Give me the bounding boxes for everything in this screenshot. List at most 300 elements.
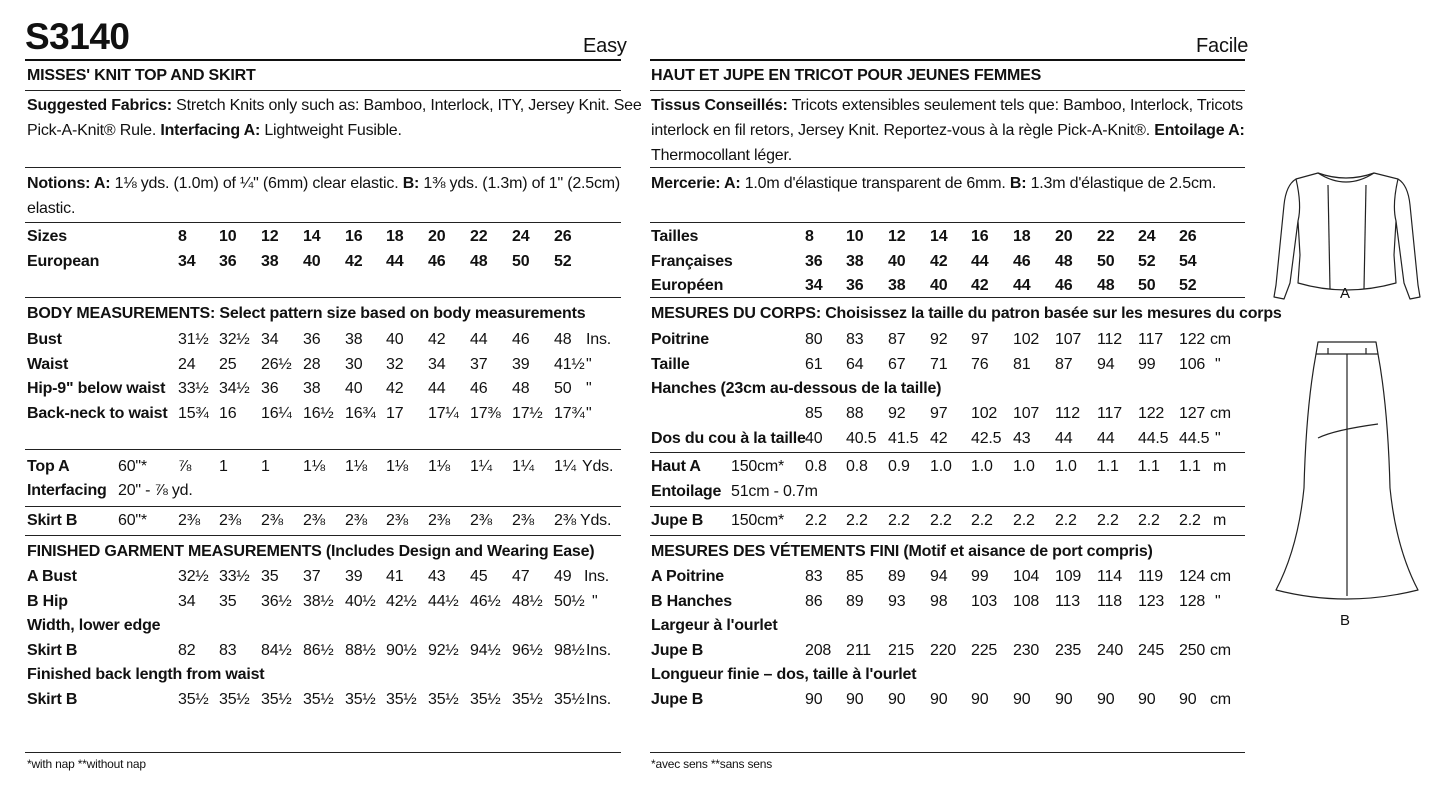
hanches-value: 85 — [805, 405, 823, 422]
body-measure-unit: " — [586, 380, 592, 397]
mesures-vetements-header — [651, 543, 1153, 561]
divider — [25, 752, 621, 753]
finished-length-value: 35½ — [261, 691, 292, 708]
fin-hanches-unit: " — [1215, 593, 1221, 610]
top-a-yardage-value: 1⅛ — [386, 458, 408, 475]
top-a-yardage-value: ⅞ — [178, 458, 192, 475]
difficulty-level: Easy — [583, 35, 627, 57]
francaise-size-value: 40 — [888, 253, 906, 270]
finished-bust-value: 45 — [470, 568, 488, 585]
finished-bust-value: 47 — [512, 568, 530, 585]
fabrics-label: Suggested Fabrics: — [27, 97, 172, 114]
hanches-value: 117 — [1097, 405, 1122, 422]
suggested-fabrics-cont — [27, 122, 402, 140]
finished-hip-value: 46½ — [470, 593, 501, 610]
jupe-b-metrage-value: 2.2 — [888, 512, 910, 529]
francaise-size-value: 42 — [930, 253, 948, 270]
fin-longueur-value: 90 — [846, 691, 864, 708]
body-measure-unit: Ins. — [586, 331, 611, 348]
body-measure-value: 34 — [428, 356, 446, 373]
dos-value: 40.5 — [846, 430, 877, 447]
taille-value: 106 — [1179, 356, 1206, 373]
fin-poitrine-value: 89 — [888, 568, 906, 585]
body-measure-value: 36 — [303, 331, 321, 348]
divider — [650, 506, 1245, 507]
finished-width-value: 86½ — [303, 642, 334, 659]
body-measure-value: 42 — [386, 380, 404, 397]
interfacing-label: Interfacing A: — [160, 122, 261, 139]
europeen-size-value: 52 — [1179, 277, 1197, 294]
taille-value: 76 — [971, 356, 989, 373]
finished-hip-value: 38½ — [303, 593, 334, 610]
fin-hanches-value: 118 — [1097, 593, 1122, 610]
body-measure-value: 31½ — [178, 331, 209, 348]
jupe-b-metrage-value: 2.2 — [1097, 512, 1119, 529]
fin-poitrine-value: 85 — [846, 568, 864, 585]
body-measure-value: 48 — [512, 380, 530, 397]
body-measure-value: 36 — [261, 380, 279, 397]
fin-poitrine-value: 83 — [805, 568, 823, 585]
haut-a-metrage-value: 1.0 — [930, 458, 952, 475]
pattern-number: S3140 — [25, 16, 130, 57]
hanches-value: 107 — [1013, 405, 1040, 422]
body-measure-value: 33½ — [178, 380, 209, 397]
divider — [650, 90, 1245, 91]
body-measure-value: 46 — [512, 331, 530, 348]
fin-longueur-value: 90 — [971, 691, 989, 708]
hanches-unit: cm — [1210, 405, 1231, 422]
finished-length-value: 35½ — [470, 691, 501, 708]
europeen-size-value: 42 — [971, 277, 989, 294]
divider — [25, 222, 621, 223]
fin-longueur-value: 90 — [1013, 691, 1031, 708]
finished-width-unit: Ins. — [586, 642, 611, 659]
fin-poitrine-unit: cm — [1210, 568, 1231, 585]
francaise-size-value: 52 — [1138, 253, 1156, 270]
finished-hip-value: 42½ — [386, 593, 417, 610]
hanches-value: 127 — [1179, 405, 1206, 422]
body-measure-value: 38 — [345, 331, 363, 348]
fin-longueur-unit: cm — [1210, 691, 1231, 708]
fin-longueur-label: Jupe B — [651, 691, 704, 708]
hanches-value: 88 — [846, 405, 864, 422]
finished-width-value: 88½ — [345, 642, 376, 659]
finished-width-value: 84½ — [261, 642, 292, 659]
fin-hanches-value: 89 — [846, 593, 864, 610]
body-measure-unit: " — [586, 356, 592, 373]
fin-largeur-value: 250 — [1179, 642, 1206, 659]
skirt-b-illustration — [1268, 338, 1428, 608]
interfacing-row-label: Interfacing — [27, 482, 107, 499]
haut-a-metrage-value: 1.1 — [1097, 458, 1119, 475]
europeen-size-value: 38 — [888, 277, 906, 294]
fabrics-label-fr: Tissus Conseillés: — [651, 97, 788, 114]
finished-length-unit: Ins. — [586, 691, 611, 708]
taille-value: 71 — [930, 356, 948, 373]
poitrine-value: 92 — [930, 331, 948, 348]
top-a-yardage-value: 1¼ — [470, 458, 492, 475]
dos-value: 41.5 — [888, 430, 919, 447]
size-value: 22 — [470, 228, 488, 245]
poitrine-value: 80 — [805, 331, 823, 348]
europeen-size-value: 48 — [1097, 277, 1115, 294]
finished-hip-value: 48½ — [512, 593, 543, 610]
taille-value: 87 — [1055, 356, 1073, 373]
taille-size-value: 16 — [971, 228, 989, 245]
size-value: 16 — [345, 228, 363, 245]
difficulty-level-fr: Facile — [1196, 35, 1249, 57]
francaise-size-value: 38 — [846, 253, 864, 270]
body-measure-value: 26½ — [261, 356, 292, 373]
finished-width-value: 82 — [178, 642, 196, 659]
finished-hip-label: B Hip — [27, 593, 68, 610]
taille-size-value: 26 — [1179, 228, 1197, 245]
body-measure-value: 16 — [219, 405, 237, 422]
haut-a-metrage-value: 0.8 — [846, 458, 868, 475]
fin-largeur-value: 215 — [888, 642, 915, 659]
fin-hanches-value: 113 — [1055, 593, 1080, 610]
haut-a-metrage-value: 0.9 — [888, 458, 910, 475]
fin-largeur-value: 245 — [1138, 642, 1165, 659]
back-length-label: Finished back length from waist — [27, 666, 265, 683]
europeen-size-value: 34 — [805, 277, 823, 294]
skirt-b-yardage-value: 2⅜ — [261, 512, 283, 529]
finished-length-value: 35½ — [428, 691, 459, 708]
skirt-b-yardage-unit: Yds. — [580, 512, 612, 529]
poitrine-value: 83 — [846, 331, 864, 348]
size-value: 26 — [554, 228, 572, 245]
fabrics-text-fr: Tricots extensibles seulement tels que: Bamboo, Interlock, Tricots — [787, 97, 1243, 114]
haut-a-metrage-unit: m — [1213, 458, 1227, 475]
haut-a-metrage-value: 1.0 — [971, 458, 993, 475]
haut-a-metrage-value: 1.0 — [1013, 458, 1035, 475]
europeen-size-value: 50 — [1138, 277, 1156, 294]
fin-hanches-value: 108 — [1013, 593, 1040, 610]
finished-hip-value: 40½ — [345, 593, 376, 610]
body-measure-value: 42 — [428, 331, 446, 348]
europeen-label: Européen — [651, 277, 724, 294]
european-label: European — [27, 253, 100, 270]
fabrics-text: Stretch Knits only such as: Bamboo, Interlock, ITY, Jersey Knit. See — [171, 97, 642, 114]
fin-largeur-value: 235 — [1055, 642, 1082, 659]
taille-size-value: 8 — [805, 228, 814, 245]
top-a-yardage-value: 1⅛ — [345, 458, 367, 475]
body-measure-value: 50 — [554, 380, 572, 397]
divider — [25, 59, 621, 61]
skirt-b-yardage-value: 2⅜ — [428, 512, 450, 529]
divider — [25, 506, 621, 507]
francaise-size-value: 44 — [971, 253, 989, 270]
body-row-label: Back-neck to waist — [27, 405, 168, 422]
taille-size-value: 12 — [888, 228, 906, 245]
fin-largeur-value: 208 — [805, 642, 832, 659]
european-size-value: 36 — [219, 253, 237, 270]
dos-value: 44 — [1055, 430, 1073, 447]
notions-b-label: B: — [402, 175, 420, 192]
finished-hip-value: 36½ — [261, 593, 292, 610]
body-row-label: Bust — [27, 331, 62, 348]
european-size-value: 46 — [428, 253, 446, 270]
francaise-size-value: 50 — [1097, 253, 1115, 270]
illustration-label-a: A — [1340, 285, 1351, 302]
finished-width-value: 96½ — [512, 642, 543, 659]
body-measure-value: 40 — [386, 331, 404, 348]
finished-bust-value: 43 — [428, 568, 446, 585]
finished-length-value: 35½ — [345, 691, 376, 708]
mesures-corps-header: MESURES DU CORPS: Choisissez la taille du patron basée sur les mesures du corps — [651, 305, 1282, 322]
body-measure-value: 17½ — [512, 405, 543, 422]
body-measure-value: 41½ — [554, 356, 585, 373]
francaise-size-value: 54 — [1179, 253, 1197, 270]
dos-unit: " — [1215, 430, 1221, 447]
size-value: 10 — [219, 228, 237, 245]
european-size-value: 40 — [303, 253, 321, 270]
european-size-value: 48 — [470, 253, 488, 270]
body-measure-value: 25 — [219, 356, 237, 373]
fin-poitrine-value: 124 — [1179, 568, 1206, 585]
interfacing-label-fr: Entoilage A: — [1154, 122, 1245, 139]
finished-width-value: 94½ — [470, 642, 501, 659]
skirt-b-yardage-value: 2⅜ — [303, 512, 325, 529]
notions-text-2: 1⅜ yds. (1.3m) of 1" (2.5cm) — [419, 175, 621, 192]
finished-length-value: 35½ — [303, 691, 334, 708]
fin-largeur-value: 240 — [1097, 642, 1124, 659]
interfacing-text: Lightweight Fusible. — [260, 122, 402, 139]
taille-value: 99 — [1138, 356, 1156, 373]
fin-hanches-value: 98 — [930, 593, 948, 610]
fin-longueur-value: 90 — [1179, 691, 1197, 708]
footnote-fr: *avec sens **sans sens — [651, 757, 773, 771]
finished-bust-value: 49 — [554, 568, 572, 585]
finished-length-label: Skirt B — [27, 691, 78, 708]
body-measure-value: 46 — [470, 380, 488, 397]
hanches-value: 112 — [1055, 405, 1080, 422]
body-measure-value: 17 — [386, 405, 404, 422]
finished-length-value: 35½ — [512, 691, 543, 708]
finished-measurements-header — [27, 543, 594, 561]
finished-hip-value: 34 — [178, 593, 196, 610]
size-value: 8 — [178, 228, 187, 245]
fin-longueur-value: 90 — [1138, 691, 1156, 708]
top-a-yardage-value: 1 — [261, 458, 270, 475]
haut-a-width: 150cm* — [731, 458, 785, 475]
europeen-size-value: 46 — [1055, 277, 1073, 294]
finished-hip-value: 50½ — [554, 593, 585, 610]
body-measure-value: 17¼ — [428, 405, 459, 422]
jupe-b-metrage-value: 2.2 — [930, 512, 952, 529]
poitrine-label: Poitrine — [651, 331, 709, 348]
body-measure-value: 37 — [470, 356, 488, 373]
finished-hip-value: 35 — [219, 593, 237, 610]
haut-a-metrage-value: 1.1 — [1179, 458, 1201, 475]
finished-bust-value: 33½ — [219, 568, 250, 585]
interfacing-row-value: 20" - ⅞ yd. — [118, 482, 193, 499]
size-value: 18 — [386, 228, 404, 245]
fr-finished-header-bold: MESURES DES VÉTEMENTS FINI — [651, 543, 900, 560]
skirt-b-label: Skirt B — [27, 512, 78, 529]
jupe-b-label: Jupe B — [651, 512, 704, 529]
body-row-label: Hip-9" below waist — [27, 380, 166, 397]
fabrics-text-fr-3: Thermocollant léger. — [651, 147, 792, 164]
fin-hanches-value: 123 — [1138, 593, 1165, 610]
haut-a-metrage-value: 1.1 — [1138, 458, 1160, 475]
poitrine-value: 112 — [1097, 331, 1122, 348]
tailles-label: Tailles — [651, 228, 699, 245]
entoilage-value: 51cm - 0.7m — [731, 483, 818, 500]
notions-cont: elastic. — [27, 200, 76, 217]
europeen-size-value: 40 — [930, 277, 948, 294]
top-a-yardage-value: 1⅛ — [303, 458, 325, 475]
suggested-fabrics-fr — [651, 97, 1243, 115]
finished-width-value: 90½ — [386, 642, 417, 659]
finished-bust-unit: Ins. — [584, 568, 609, 585]
divider — [650, 535, 1245, 536]
taille-size-value: 20 — [1055, 228, 1073, 245]
body-measure-unit: " — [586, 405, 592, 422]
fabrics-text-2: Pick-A-Knit® Rule. — [27, 122, 161, 139]
top-a-yardage-unit: Yds. — [582, 458, 614, 475]
divider — [25, 90, 621, 91]
poitrine-value: 102 — [1013, 331, 1040, 348]
fin-longueur-value: 90 — [930, 691, 948, 708]
notions-text-fr-2: 1.3m d'élastique de 2.5cm. — [1026, 175, 1217, 192]
fr-finished-header-rest: (Motif et aisance de port compris) — [899, 543, 1153, 560]
jupe-b-metrage-value: 2.2 — [1013, 512, 1035, 529]
size-value: 24 — [512, 228, 530, 245]
body-measure-value: 15¾ — [178, 405, 209, 422]
europeen-size-value: 44 — [1013, 277, 1031, 294]
divider — [650, 752, 1245, 753]
divider — [650, 452, 1245, 453]
taille-label: Taille — [651, 356, 690, 373]
fin-poitrine-value: 104 — [1013, 568, 1040, 585]
skirt-b-yardage-value: 2⅜ — [219, 512, 241, 529]
francaise-size-value: 48 — [1055, 253, 1073, 270]
fin-hanches-value: 128 — [1179, 593, 1206, 610]
notions-text-fr: 1.0m d'élastique transparent de 6mm. — [740, 175, 1010, 192]
hanches-value: 97 — [930, 405, 948, 422]
dos-value: 42 — [930, 430, 948, 447]
taille-value: 81 — [1013, 356, 1031, 373]
finished-width-value: 98½ — [554, 642, 585, 659]
francaise-size-value: 46 — [1013, 253, 1031, 270]
illustration-label-b: B — [1340, 612, 1351, 629]
jupe-b-metrage-value: 2.2 — [1179, 512, 1201, 529]
haut-a-metrage-value: 0.8 — [805, 458, 827, 475]
divider — [650, 222, 1245, 223]
taille-size-value: 18 — [1013, 228, 1031, 245]
notions-label-fr: Mercerie: A: — [651, 175, 741, 192]
hanches-value: 92 — [888, 405, 906, 422]
notions — [27, 175, 620, 193]
poitrine-value: 107 — [1055, 331, 1082, 348]
taille-value: 94 — [1097, 356, 1115, 373]
finished-bust-label: A Bust — [27, 568, 77, 585]
body-measure-value: 16½ — [303, 405, 334, 422]
finished-bust-value: 37 — [303, 568, 321, 585]
jupe-b-width: 150cm* — [731, 512, 785, 529]
haut-a-label: Haut A — [651, 458, 701, 475]
footnote: *with nap **without nap — [27, 757, 146, 771]
dos-value: 42.5 — [971, 430, 1002, 447]
pattern-title-fr: HAUT ET JUPE EN TRICOT POUR JEUNES FEMMES — [651, 67, 1042, 84]
finished-bust-value: 35 — [261, 568, 279, 585]
jupe-b-metrage-value: 2.2 — [1138, 512, 1160, 529]
poitrine-value: 117 — [1138, 331, 1163, 348]
body-measure-value: 28 — [303, 356, 321, 373]
taille-value: 67 — [888, 356, 906, 373]
hanches-label: Hanches (23cm au-dessous de la taille) — [651, 380, 942, 397]
skirt-b-yardage-value: 2⅜ — [554, 512, 576, 529]
notions-label: Notions: A: — [27, 175, 111, 192]
fin-hanches-value: 86 — [805, 593, 823, 610]
suggested-fabrics-fr-cont — [651, 122, 1245, 140]
notions-text: 1⅛ yds. (1.0m) of ¼" (6mm) clear elastic. — [110, 175, 403, 192]
finished-width-value: 92½ — [428, 642, 459, 659]
body-row-label: Waist — [27, 356, 69, 373]
entoilage-label: Entoilage — [651, 483, 722, 500]
jupe-b-metrage-value: 2.2 — [846, 512, 868, 529]
fin-largeur-label: Jupe B — [651, 642, 704, 659]
largeur-label: Largeur à l'ourlet — [651, 617, 778, 634]
body-measure-value: 44 — [470, 331, 488, 348]
notions-fr — [651, 175, 1216, 193]
fin-poitrine-label: A Poitrine — [651, 568, 724, 585]
francaise-size-value: 36 — [805, 253, 823, 270]
taille-value: 61 — [805, 356, 823, 373]
divider — [25, 167, 621, 168]
finished-header-rest: (Includes Design and Wearing Ease) — [321, 543, 595, 560]
finished-length-value: 35½ — [554, 691, 585, 708]
dos-value: 43 — [1013, 430, 1031, 447]
fin-hanches-value: 93 — [888, 593, 906, 610]
jupe-b-metrage-value: 2.2 — [971, 512, 993, 529]
finished-width-value: 83 — [219, 642, 237, 659]
top-a-illustration — [1268, 165, 1428, 305]
jupe-b-metrage-value: 2.2 — [805, 512, 827, 529]
dos-value: 40 — [805, 430, 823, 447]
body-measure-value: 48 — [554, 331, 572, 348]
fin-longueur-value: 90 — [1055, 691, 1073, 708]
european-size-value: 38 — [261, 253, 279, 270]
dos-value: 44.5 — [1138, 430, 1169, 447]
body-measure-value: 32 — [386, 356, 404, 373]
fin-hanches-value: 103 — [971, 593, 998, 610]
body-measure-value: 16¼ — [261, 405, 292, 422]
body-measure-value: 32½ — [219, 331, 250, 348]
finished-bust-value: 32½ — [178, 568, 209, 585]
longueur-label: Longueur finie – dos, taille à l'ourlet — [651, 666, 917, 683]
taille-size-value: 14 — [930, 228, 948, 245]
taille-size-value: 22 — [1097, 228, 1115, 245]
body-measure-value: 30 — [345, 356, 363, 373]
dos-label: Dos du cou à la taille — [651, 430, 806, 447]
fin-longueur-value: 90 — [1097, 691, 1115, 708]
top-a-yardage-value: 1¼ — [554, 458, 576, 475]
sizes-label: Sizes — [27, 228, 67, 245]
size-value: 12 — [261, 228, 279, 245]
top-a-width: 60"* — [118, 458, 147, 475]
european-size-value: 42 — [345, 253, 363, 270]
skirt-b-yardage-value: 2⅜ — [512, 512, 534, 529]
finished-bust-value: 41 — [386, 568, 404, 585]
top-a-yardage-value: 1⅛ — [428, 458, 450, 475]
divider — [650, 59, 1245, 61]
fin-poitrine-value: 119 — [1138, 568, 1163, 585]
fin-largeur-value: 211 — [846, 642, 871, 659]
body-measure-value: 24 — [178, 356, 196, 373]
fin-largeur-unit: cm — [1210, 642, 1231, 659]
